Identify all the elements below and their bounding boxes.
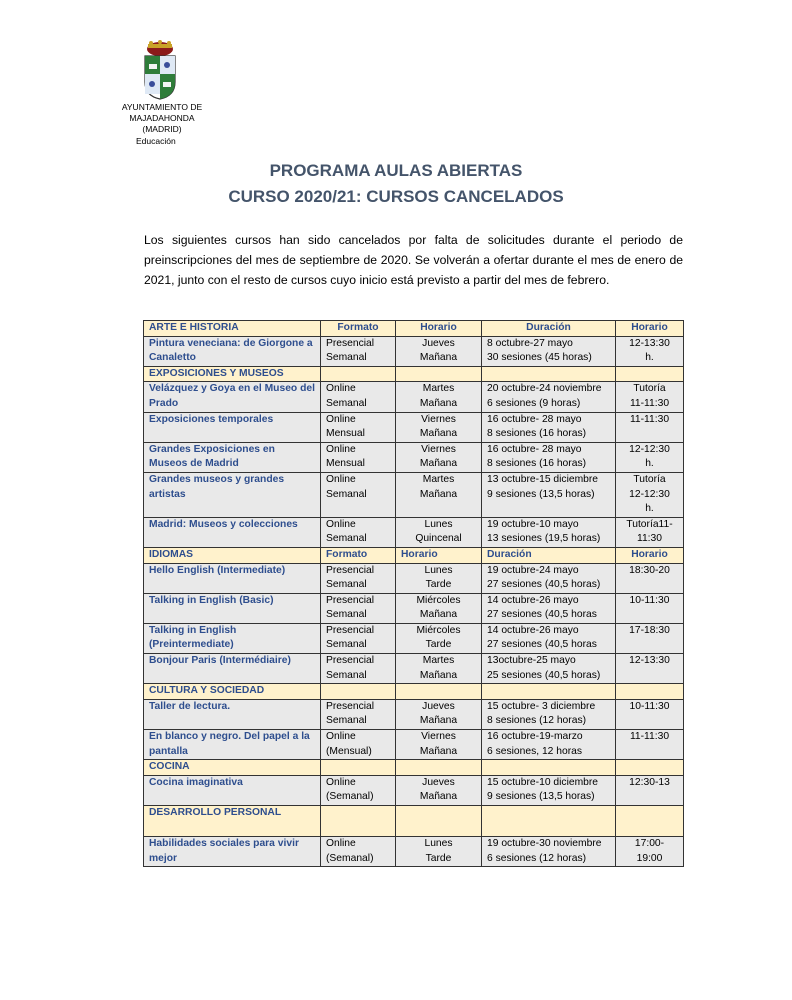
intro-paragraph: Los siguientes cursos han sido cancelados por falta de solicitudes durante el periodo de preinscripciones del mes de septiembre de 2020. Se volverán a ofertar durante el mes de enero de 2021, junto con el resto de cursos cuyo inicio está previsto a partir del mes de febrero. [144,233,683,287]
empty-cell [616,684,684,700]
course-day-text: Mañana [419,488,458,500]
course-format [321,517,396,547]
course-duration-text: 14 octubre-26 mayo [487,624,579,636]
section-title-text: DESARROLLO PERSONAL [149,807,282,818]
course-duration-text: 13 sesiones (19,5 horas) [487,533,601,545]
course-schedule-text: 12:30-13 [629,776,670,788]
course-duration-text: 9 sesiones (13,5 horas) [487,791,595,803]
empty-cell [321,366,396,382]
course-day [396,382,482,412]
course-format [321,336,396,366]
org-line: AYUNTAMIENTO DE [121,102,203,112]
course-name [144,382,321,412]
course-name-text: En blanco y negro. Del papel a la pantalla [149,731,310,757]
course-duration-text: 19 octubre-10 mayo [487,518,579,530]
course-day-text: Mañana [419,669,458,681]
course-name [144,442,321,472]
course-schedule [616,654,684,684]
section-header-row [144,684,684,700]
course-schedule-text: 12-13:30 [629,655,670,667]
section-title [144,547,321,563]
course-format-text: Semanal [326,488,367,500]
course-day-text: Tarde [425,852,452,864]
course-duration [482,336,616,366]
course-row [144,472,684,517]
course-day [396,472,482,517]
course-day-text: Viernes [421,413,456,425]
course-day-text: Mañana [419,352,458,364]
course-day-text: Mañana [419,791,458,803]
course-row [144,775,684,805]
course-day [396,517,482,547]
course-row [144,563,684,593]
course-day-text: Lunes [424,518,453,530]
course-duration-text: 16 octubre- 28 mayo [487,413,582,425]
course-duration [482,593,616,623]
course-day-text: Jueves [422,700,455,712]
col-header-format [321,321,396,337]
course-row [144,837,684,867]
section-header-row [144,806,684,837]
course-format-text: Presencial [326,337,375,349]
col-header-day [396,321,482,337]
course-format-text: Presencial [326,624,375,636]
course-duration [482,654,616,684]
course-schedule-text: Tutoría11- [626,518,673,530]
department-name: Educación [136,136,176,146]
col-header-format [321,547,396,563]
course-schedule-text: 17-18:30 [629,624,670,636]
course-format-text: Online [326,731,356,743]
org-line: MAJADAHONDA [129,113,195,123]
course-name-text: Habilidades sociales para vivir mejor [149,838,299,864]
course-name [144,336,321,366]
course-duration-text: 9 sesiones (13,5 horas) [487,488,595,500]
empty-cell [396,366,482,382]
course-schedule [616,336,684,366]
course-day [396,654,482,684]
course-format-text: Mensual [326,428,365,440]
course-name [144,699,321,729]
course-format-text: Online [326,776,356,788]
course-name [144,593,321,623]
course-format-text: Online [326,383,356,395]
course-format-text: Online [326,473,356,485]
course-schedule-text: 12-13:30 [629,337,670,349]
course-day [396,775,482,805]
course-row [144,517,684,547]
course-schedule [616,412,684,442]
course-format [321,654,396,684]
empty-cell [482,806,616,837]
course-duration-text: 27 sesiones (40,5 horas) [487,579,601,591]
course-name [144,837,321,867]
course-format-text: Presencial [326,564,375,576]
course-schedule-text: 19:00 [636,852,663,864]
course-duration [482,382,616,412]
col-header-day [396,547,482,563]
course-format-text: Semanal [326,669,367,681]
course-name [144,412,321,442]
course-schedule-text: h. [645,503,654,515]
course-day [396,593,482,623]
organization-name [112,102,212,135]
course-schedule-text: 18:30-20 [629,564,670,576]
course-day-text: Martes [422,383,455,395]
course-name-text: Taller de lectura. [149,700,231,712]
course-day-text: Martes [422,473,455,485]
course-format-text: Semanal [326,639,367,651]
course-day [396,699,482,729]
section-title-text: COCINA [149,761,190,773]
course-day [396,837,482,867]
course-name [144,563,321,593]
course-schedule [616,563,684,593]
course-name-text: Velázquez y Goya en el Museo del Prado [149,383,315,409]
course-duration-text: 20 octubre-24 noviembre [487,383,602,395]
course-duration-text: 19 octubre-30 noviembre [487,838,602,849]
course-format-text: (Mensual) [326,745,372,757]
course-duration-text: 16 octubre- 28 mayo [487,443,582,455]
course-schedule-text: 11-11:30 [629,397,670,409]
course-duration [482,442,616,472]
empty-cell [321,760,396,776]
course-day [396,336,482,366]
course-duration-text: 6 sesiones (12 horas) [487,852,587,864]
section-header-row [144,547,684,563]
course-schedule-text: 10-11:30 [629,594,670,606]
empty-cell [482,366,616,382]
course-duration-text: 27 sesiones (40,5 horas [487,639,597,651]
section-title-text: EXPOSICIONES Y MUSEOS [149,367,284,379]
col-header-duration [482,321,616,337]
empty-cell [396,806,482,837]
course-format-text: Semanal [326,609,367,621]
course-name-text: Grandes museos y grandes artistas [149,473,285,500]
course-schedule-text: 11-11:30 [629,413,670,425]
course-name-text: Pintura veneciana: de Giorgone a Canaletto [149,337,313,364]
course-schedule [616,699,684,729]
course-day-text: Mañana [419,428,458,440]
course-schedule [616,517,684,547]
course-name-text: Cocina imaginativa [149,776,243,788]
course-duration-text: 15 octubre-10 diciembre [487,776,599,788]
course-duration-text: 6 sesiones, 12 horas [487,745,583,757]
section-header-row [144,321,684,337]
course-row [144,382,684,412]
course-row [144,336,684,366]
course-duration-text: 13 octubre-15 diciembre [487,473,599,485]
course-name-text: Exposiciones temporales [149,413,274,425]
coat-of-arms-logo [141,40,179,100]
col-header-duration [482,547,616,563]
section-title-text: ARTE E HISTORIA [149,322,239,333]
course-day [396,563,482,593]
course-name [144,623,321,653]
section-title [144,321,321,337]
course-name [144,775,321,805]
course-day-text: Jueves [422,337,455,349]
course-format-text: Online [326,518,356,530]
course-day-text: Mañana [419,458,458,470]
course-row [144,593,684,623]
col-header-format-text: Formato [326,548,368,560]
course-format [321,472,396,517]
course-name [144,517,321,547]
course-format-text: Semanal [326,533,367,545]
org-line: (MADRID) [142,124,182,134]
empty-cell [482,760,616,776]
course-schedule [616,775,684,805]
col-header-schedule [616,321,684,337]
course-format [321,593,396,623]
course-format-text: Presencial [326,594,375,606]
course-day-text: Lunes [424,564,453,576]
course-duration [482,472,616,517]
course-format [321,837,396,867]
course-schedule-text: h. [645,352,654,364]
course-duration-text: 8 octubre-27 mayo [487,337,573,349]
course-duration-text: 8 sesiones (12 horas) [487,715,587,727]
course-schedule-text: 11-11:30 [629,731,670,743]
section-header-row [144,366,684,382]
course-row [144,730,684,760]
course-schedule [616,593,684,623]
course-row [144,654,684,684]
course-schedule [616,442,684,472]
course-day-text: Miércoles [416,594,461,606]
empty-cell [396,684,482,700]
course-day-text: Quincenal [415,533,462,545]
course-schedule-text: Tutoría [633,383,666,395]
course-duration-text: 8 sesiones (16 horas) [487,458,587,470]
course-duration-text: 16 octubre-19-marzo [487,731,583,743]
course-format [321,442,396,472]
course-duration-text: 13octubre-25 mayo [487,655,576,667]
section-title [144,806,321,837]
col-header-duration-text: Duración [526,322,571,333]
empty-cell [616,366,684,382]
course-format-text: (Semanal) [326,791,374,803]
empty-cell [482,684,616,700]
course-format [321,563,396,593]
course-name [144,730,321,760]
course-name-text: Madrid: Museos y colecciones [149,518,298,530]
course-day [396,412,482,442]
empty-cell [616,760,684,776]
course-format-text: Semanal [326,579,367,591]
section-title [144,366,321,382]
course-schedule [616,837,684,867]
section-title [144,760,321,776]
course-day-text: Miércoles [416,624,461,636]
section-title [144,684,321,700]
col-header-format-text: Formato [337,322,379,333]
course-day [396,730,482,760]
course-schedule-text: h. [645,458,654,470]
section-header-row [144,760,684,776]
course-schedule-text: 10-11:30 [629,700,670,712]
col-header-duration-text: Duración [487,548,532,560]
course-schedule-text: 11:30 [636,533,662,545]
course-day-text: Martes [422,655,455,667]
course-duration [482,412,616,442]
course-schedule [616,472,684,517]
course-day-text: Jueves [422,776,455,788]
course-duration-text: 25 sesiones (40,5 horas) [487,669,601,681]
course-schedule-text: Tutoría [633,473,666,485]
course-format-text: Online [326,838,356,849]
course-schedule-text: 12-12:30 [629,488,670,500]
course-format [321,730,396,760]
course-name-text: Hello English (Intermediate) [149,564,286,576]
course-format-text: Semanal [326,352,367,364]
empty-cell [396,760,482,776]
col-header-day-text: Horario [420,322,457,333]
course-format-text: Online [326,443,356,455]
course-format-text: Presencial [326,655,375,667]
course-duration [482,837,616,867]
course-name-text: Talking in English (Basic) [149,594,274,606]
course-duration [482,623,616,653]
course-format-text: Presencial [326,700,375,712]
empty-cell [321,806,396,837]
section-title-text: IDIOMAS [149,548,194,560]
course-row [144,412,684,442]
course-day-text: Mañana [419,745,458,757]
course-row [144,699,684,729]
course-format [321,382,396,412]
document-subtitle: CURSO 2020/21: CURSOS CANCELADOS [228,187,564,206]
section-title-text: CULTURA Y SOCIEDAD [149,685,265,697]
course-name [144,654,321,684]
col-header-day-text: Horario [401,548,438,560]
course-day-text: Tarde [425,639,452,651]
course-format-text: Online [326,413,356,425]
course-format [321,699,396,729]
course-day [396,442,482,472]
course-duration [482,517,616,547]
course-duration-text: 19 octubre-24 mayo [487,564,579,576]
empty-cell [616,806,684,837]
course-duration [482,775,616,805]
course-format-text: Mensual [326,458,365,470]
course-name [144,472,321,517]
course-duration [482,699,616,729]
course-day-text: Viernes [421,731,456,743]
course-duration [482,730,616,760]
course-row [144,623,684,653]
col-header-schedule-text: Horario [631,548,668,560]
course-duration-text: 30 sesiones (45 horas) [487,352,592,364]
course-format [321,775,396,805]
course-day-text: Mañana [419,609,458,621]
course-duration-text: 27 sesiones (40,5 horas [487,609,597,621]
course-schedule-text: 17:00- [634,838,665,849]
course-schedule [616,623,684,653]
course-day-text: Viernes [421,443,456,455]
course-duration [482,563,616,593]
course-name-text: Grandes Exposiciones en Museos de Madrid [149,443,275,470]
document-title: PROGRAMA AULAS ABIERTAS [269,161,523,180]
course-schedule [616,730,684,760]
course-day [396,623,482,653]
courses-table [143,320,684,867]
course-day-text: Tarde [425,579,452,591]
course-format [321,412,396,442]
course-format-text: (Semanal) [326,852,374,864]
course-duration-text: 6 sesiones (9 horas) [487,397,581,409]
course-duration-text: 15 octubre- 3 diciembre [487,700,596,712]
course-format-text: Semanal [326,715,367,727]
course-format [321,623,396,653]
course-row [144,442,684,472]
course-name-text: Bonjour Paris (Intermédiaire) [149,655,291,667]
course-schedule [616,382,684,412]
col-header-schedule-text: Horario [631,322,668,333]
course-schedule-text: 12-12:30 [629,443,670,455]
course-day-text: Lunes [424,838,453,849]
course-day-text: Mañana [419,397,458,409]
course-duration-text: 14 octubre-26 mayo [487,594,579,606]
col-header-schedule [616,547,684,563]
empty-cell [321,684,396,700]
course-day-text: Mañana [419,715,458,727]
course-name-text: Talking in English (Preintermediate) [149,624,237,651]
course-format-text: Semanal [326,397,367,409]
course-duration-text: 8 sesiones (16 horas) [487,428,587,440]
